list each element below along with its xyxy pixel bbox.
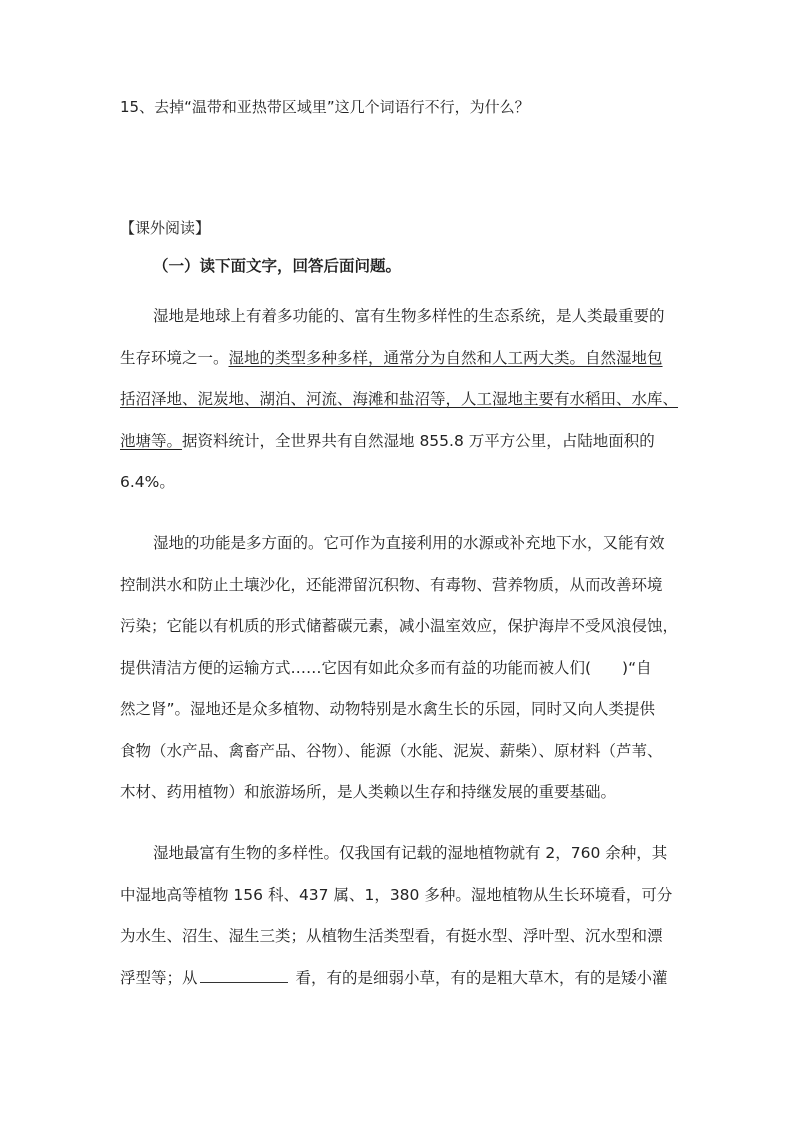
para1-line4-plain: 据资料统计，全世界共有自然湿地 855.8 万平方公里，占陆地面积的 bbox=[182, 432, 655, 450]
para3-line3: 为水生、沼生、湿生三类；从植物生活类型看，有挺水型、浮叶型、沉水型和漂 bbox=[120, 927, 663, 945]
para2-line5: 然之肾”。湿地还是众多植物、动物特别是水禽生长的乐园，同时又向人类提供 bbox=[120, 700, 656, 718]
para3-line4 bbox=[120, 968, 668, 988]
para3-line4-after: 看，有的是细弱小草，有的是粗大草木，有的是矮小灌 bbox=[295, 969, 668, 987]
question-15: 15、去掉“温带和亚热带区域里”这几个词语行不行，为什么？ bbox=[120, 98, 530, 116]
para1-line5: 6.4%。 bbox=[120, 473, 175, 491]
reading-subheading: （一）读下面文字，回答后面问题。 bbox=[153, 257, 402, 275]
para1-line3 bbox=[120, 389, 678, 409]
para3-line1: 湿地最富有生物的多样性。仅我国有记载的湿地植物就有 2，760 余种，其 bbox=[153, 844, 668, 862]
fill-in-blank[interactable] bbox=[200, 968, 288, 983]
para2-line1: 湿地的功能是多方面的。它可作为直接利用的水源或补充地下水，又能有效 bbox=[153, 534, 665, 552]
para2-line3: 污染；它能以有机质的形式储蓄碳元素，减小温室效应，保护海岸不受风浪侵蚀， bbox=[120, 617, 679, 635]
para1-line2 bbox=[120, 348, 663, 368]
para1-line1: 湿地是地球上有着多功能的、富有生物多样性的生态系统，是人类最重要的 bbox=[153, 307, 665, 325]
para1-line2-underlined: 湿地的类型多种多样，通常分为自然和人工两大类。自然湿地包 bbox=[228, 349, 663, 367]
section-title: 【课外阅读】 bbox=[120, 219, 211, 237]
para2-line7: 木材、药用植物）和旅游场所，是人类赖以生存和持继发展的重要基础。 bbox=[120, 783, 617, 801]
para2-line4: 提供清洁方便的运输方式……它因有如此众多而有益的功能而被人们( )“自 bbox=[120, 659, 652, 677]
para1-line3-underlined: 括沼泽地、泥炭地、湖泊、河流、海滩和盐沼等，人工湿地主要有水稻田、水库、 bbox=[120, 390, 679, 408]
para1-line4-underlined: 池塘等。 bbox=[120, 432, 183, 450]
para3-line2: 中湿地高等植物 156 科、437 属、1，380 多种。湿地植物从生长环境看，可分 bbox=[120, 886, 673, 904]
para1-line2-plain: 生存环境之一。 bbox=[120, 349, 229, 367]
para1-line4 bbox=[120, 431, 655, 451]
para3-line4-before: 浮型等；从 bbox=[120, 969, 198, 987]
para2-line6: 食物（水产品、禽畜产品、谷物）、能源（水能、泥炭、薪柴）、原材料（芦苇、 bbox=[120, 742, 663, 760]
para2-line2: 控制洪水和防止土壤沙化，还能滞留沉积物、有毒物、营养物质，从而改善环境 bbox=[120, 576, 663, 594]
